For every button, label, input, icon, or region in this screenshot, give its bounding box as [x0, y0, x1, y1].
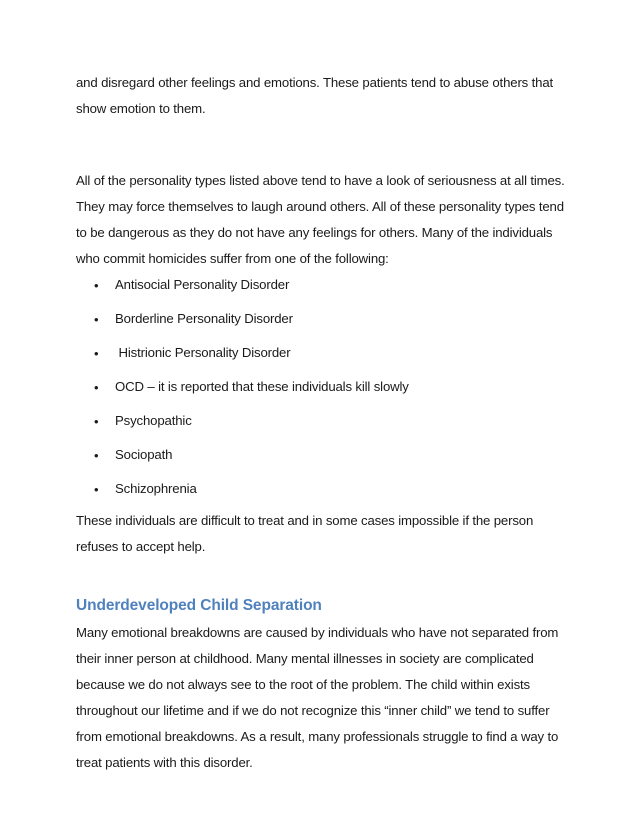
list-item: • Psychopathic [94, 413, 192, 429]
list-item: • Borderline Personality Disorder [94, 311, 293, 327]
paragraph-child-separation: Many emotional breakdowns are caused by individuals who have not separated from their inner person at childhood. Many mental illnesses in society are complicated because we do not always see to the root of the problem. The child within exists throughout our lifetime and if we do not recognize this “inner child” we tend to suffer from emotional breakdowns. As a result, many professionals struggle to find a way to treat patients with this disorder. [76, 625, 559, 770]
list-item: • Antisocial Personality Disorder [94, 277, 290, 293]
list-item: • Sociopath [94, 447, 173, 463]
bullet-icon: • [94, 346, 99, 361]
bullet-icon: • [94, 414, 99, 429]
paragraph-treatment: These individuals are difficult to treat and in some cases impossible if the person refuses to accept help. [76, 513, 534, 554]
paragraph-personality-types: All of the personality types listed above tend to have a look of seriousness at all times. They may force themselves to laugh around others. All of these personality types tend to be dangerous as they do not have any feelings for others. Many of the individuals who commit homicides suffer from one of the following: [76, 173, 565, 266]
list-item: • OCD – it is reported that these individuals kill slowly [94, 379, 409, 395]
bullet-icon: • [94, 278, 99, 293]
bullet-icon: • [94, 380, 99, 395]
list-item: • Schizophrenia [94, 481, 197, 497]
bullet-icon: • [94, 312, 99, 327]
list-item: • Histrionic Personality Disorder [94, 345, 291, 361]
disorder-list [76, 276, 566, 514]
page-content [76, 70, 566, 776]
bullet-icon: • [94, 448, 99, 463]
bullet-icon: • [94, 482, 99, 497]
section-heading: Underdeveloped Child Separation [76, 597, 322, 614]
paragraph-continuation: and disregard other feelings and emotions. These patients tend to abuse others that show emotion to them. [76, 75, 554, 116]
